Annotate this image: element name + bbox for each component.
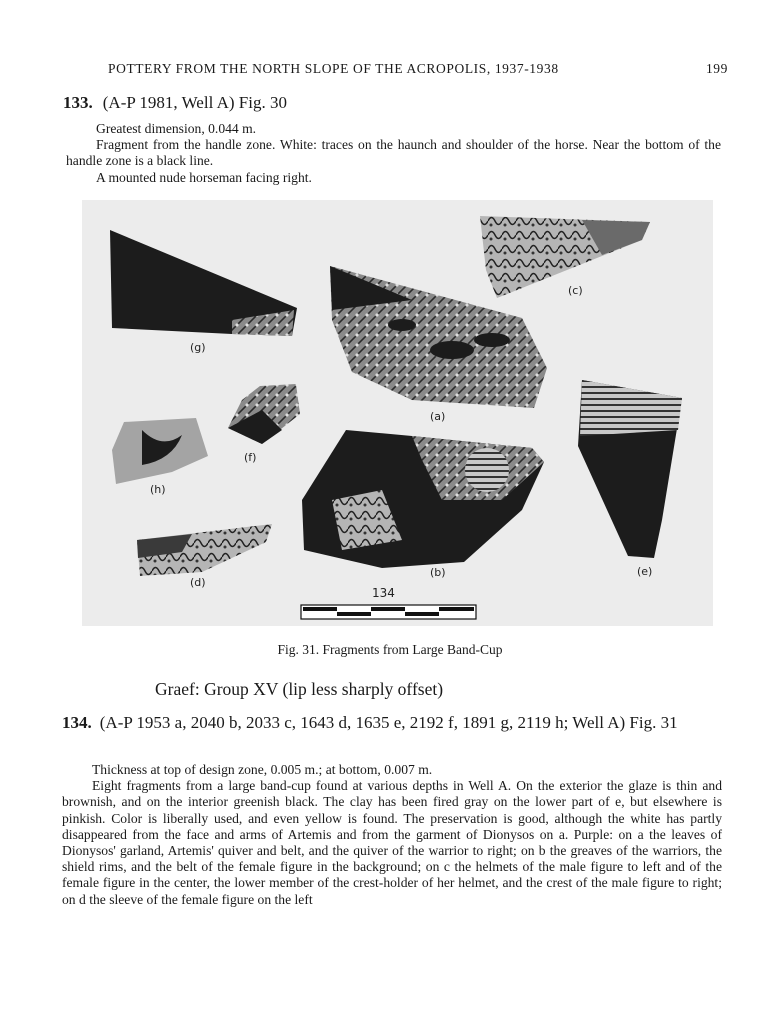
section-heading: Graef: Group XV (lip less sharply offset)	[155, 679, 444, 699]
fragment-h	[112, 418, 208, 484]
entry-134-heading	[62, 713, 722, 733]
entry-133-heading	[63, 93, 287, 113]
fragments-photo	[82, 200, 713, 626]
label-g: (g)	[190, 341, 206, 354]
figure-number-label: 134	[372, 586, 395, 600]
page-number: 199	[705, 61, 728, 76]
entry-133-line: Fragment from the handle zone. White: traces on the haunch and shoulder of the horse. Near the bottom of the handle zone is a black line.	[66, 137, 721, 169]
fragment-g	[110, 230, 297, 336]
figure-caption: Fig. 31. Fragments from Large Band-Cup	[277, 642, 503, 657]
entry-133-line: Greatest dimension, 0.044 m.	[96, 121, 257, 136]
scale-bar	[301, 605, 476, 619]
label-c: (c)	[568, 284, 583, 297]
label-h: (h)	[150, 483, 166, 496]
fragment-e	[578, 380, 682, 558]
running-header	[108, 61, 728, 77]
entry-133-line: A mounted nude horseman facing right.	[96, 169, 312, 185]
entry-134-number: 134.	[62, 713, 92, 732]
running-title: POTTERY FROM THE NORTH SLOPE OF THE ACROPOLIS, 1937-1938	[108, 61, 559, 76]
entry-133-number: 133.	[63, 93, 93, 112]
fragment-b	[302, 430, 544, 568]
label-b: (b)	[430, 566, 446, 579]
label-a: (a)	[430, 410, 446, 423]
fragment-d	[137, 524, 272, 576]
entry-133-text	[66, 121, 721, 186]
entry-134-ref: (A-P 1953 a, 2040 b, 2033 c, 1643 d, 1635 e, 2192 f, 1891 g, 2119 h; Well A) Fig. 31	[99, 713, 678, 732]
fragment-f	[228, 384, 300, 444]
label-d: (d)	[190, 576, 206, 589]
entry-133-ref: (A-P 1981, Well A) Fig. 30	[102, 93, 287, 112]
label-e: (e)	[637, 565, 653, 578]
entry-134-text	[62, 762, 722, 908]
figure-plate	[82, 200, 713, 626]
entry-134-body: Eight fragments from a large band-cup found at various depths in Well A. On the exterior the glaze is thin and brownish, and on the interior greenish black. The clay has been fired gray on the lower part of e, but elsewhere is pinkish. Color is liberally used, and even yellow is found. The preservation is good, although the white has partly disappeared from the face and arms of Artemis and from the garment of Dionysos on a. Purple: on a the leaves of Dionysos' garland, Artemis' quiver and belt, and the quiver of the warrior to right; on b the greaves of the warriors, the shield rims, and the belt of the female figure in the background; on c the helmets of the male figure to left and of the female figure in the center, the lower member of the crest-holder of her helmet, and the crest of the male figure to right; on d the sleeve of the female figure on the left	[62, 778, 722, 907]
entry-134-thickness: Thickness at top of design zone, 0.005 m.; at bottom, 0.007 m.	[92, 762, 433, 777]
fragment-c	[480, 216, 650, 298]
label-f: (f)	[244, 451, 257, 464]
